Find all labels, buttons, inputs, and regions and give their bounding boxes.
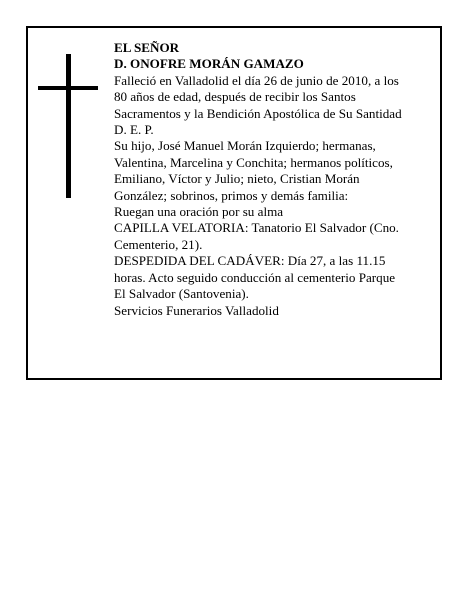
- cross-horizontal-bar: [38, 86, 98, 90]
- notice-body-line: Valentina, Marcelina y Conchita; hermanos políticos,: [114, 154, 393, 170]
- notice-body-line: Servicios Funerarios Valladolid: [114, 302, 279, 318]
- notice-body-line: D. E. P.: [114, 122, 154, 138]
- notice-body-line: Ruegan una oración por su alma: [114, 204, 284, 220]
- cross-vertical-bar: [66, 54, 71, 198]
- notice-heading: EL SEÑOR: [114, 40, 180, 55]
- notice-body-line: Su hijo, José Manuel Morán Izquierdo; hermanas,: [114, 138, 376, 154]
- notice-body-line: Emiliano, Víctor y Julio; nieto, Cristian Morán: [114, 171, 360, 187]
- notice-body-line: 80 años de edad, después de recibir los Santos: [114, 89, 356, 105]
- deceased-name: D. ONOFRE MORÁN GAMAZO: [114, 56, 304, 72]
- notice-body-line: CAPILLA VELATORIA: Tanatorio El Salvador (Cno.: [114, 220, 399, 236]
- notice-body-line: El Salvador (Santovenia).: [114, 286, 249, 302]
- notice-text-block: [114, 40, 434, 319]
- notice-body-line: Cementerio, 21).: [114, 236, 203, 252]
- notice-body-line: Sacramentos y la Bendición Apostólica de Su Santidad: [114, 105, 402, 121]
- obituary-notice: [26, 26, 442, 380]
- notice-body-line: horas. Acto seguido conducción al cementerio Parque: [114, 269, 396, 285]
- notice-body-line: Falleció en Valladolid el día 26 de junio de 2010, a los: [114, 72, 399, 88]
- notice-body-line: González; sobrinos, primos y demás familia:: [114, 187, 349, 203]
- cross-icon: [38, 54, 98, 198]
- notice-body-line: DESPEDIDA DEL CADÁVER: Día 27, a las 11.15: [114, 253, 386, 269]
